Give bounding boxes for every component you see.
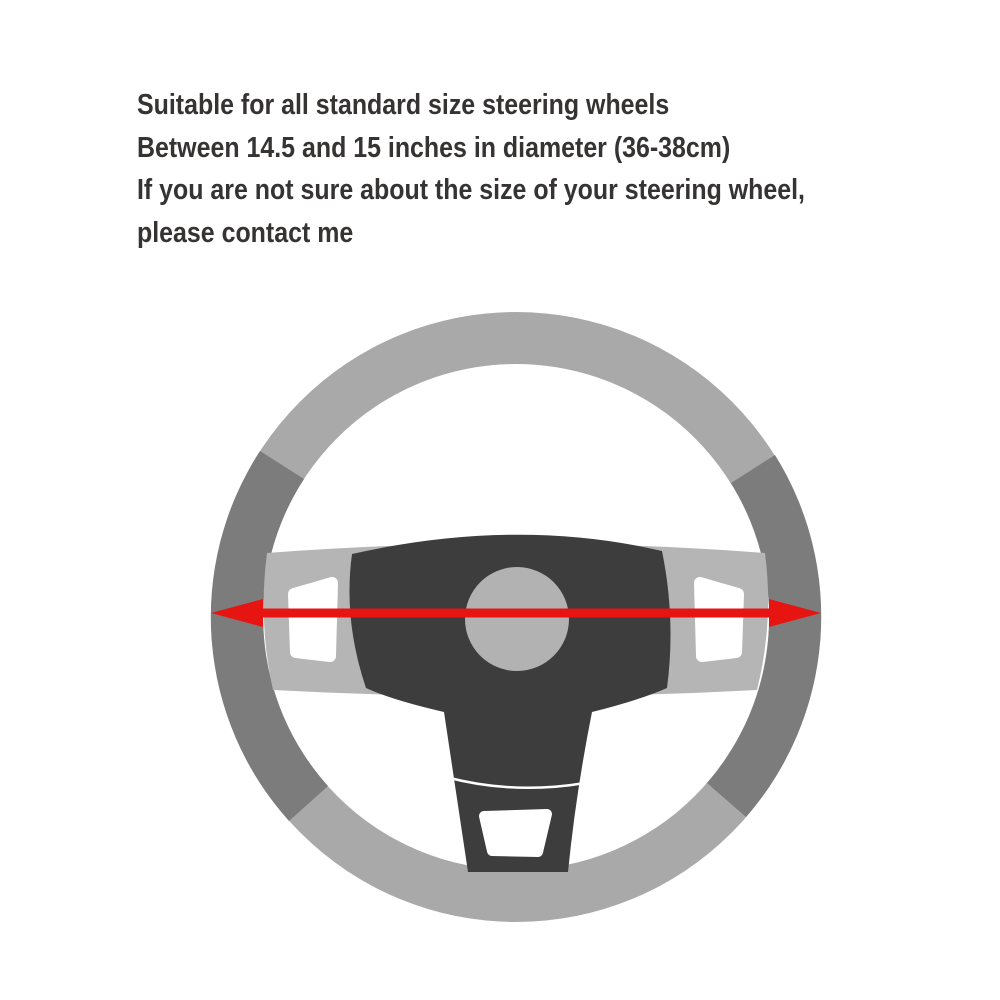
notice-line-3: If you are not sure about the size of your steering wheel,: [137, 174, 805, 206]
horn-pad: [465, 567, 569, 671]
spoke-cutout-left: [294, 583, 332, 656]
notice-line-1: Suitable for all standard size steering wheels: [137, 89, 670, 121]
notice-line-2: Between 14.5 and 15 inches in diameter (36-38cm): [137, 131, 731, 164]
spoke-cutout-right: [700, 583, 738, 656]
notice-line-4: please contact me: [137, 216, 354, 249]
bottom-spoke-cutout: [484, 814, 547, 852]
